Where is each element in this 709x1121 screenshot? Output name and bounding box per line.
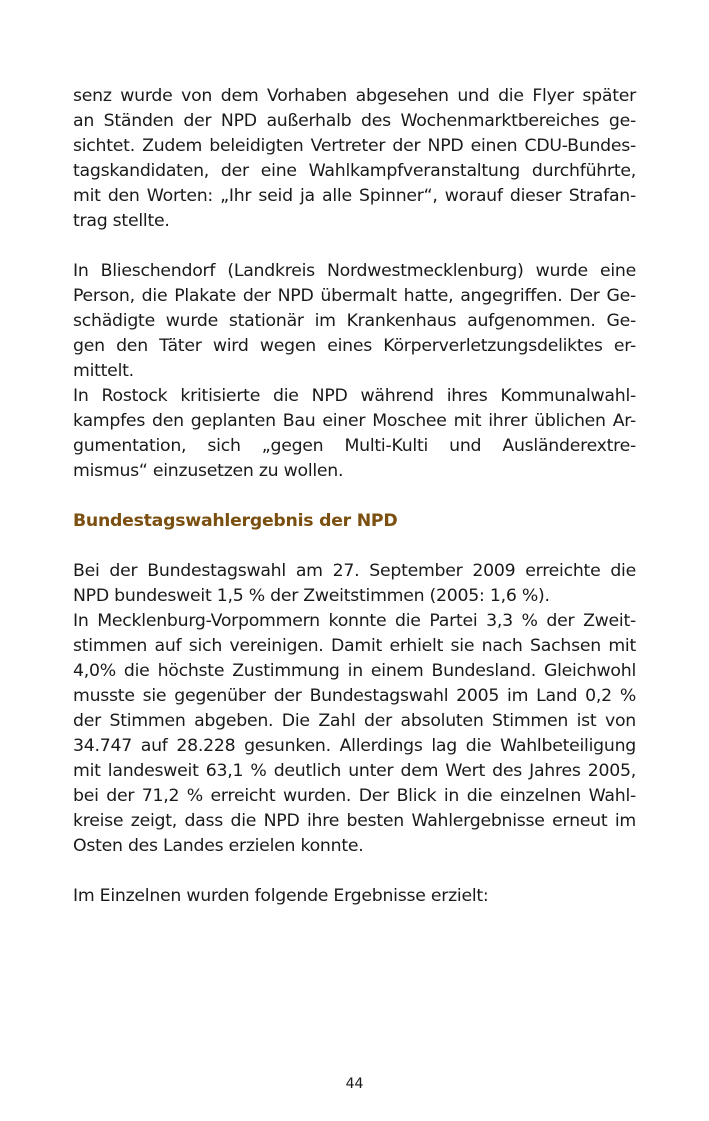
paragraph-federal-result bbox=[73, 559, 636, 609]
page-body bbox=[73, 84, 636, 909]
text-line: In Blieschendorf (Landkreis Nordwestmecklenburg) wurde eine bbox=[73, 261, 636, 281]
paragraph-blieschendorf bbox=[73, 259, 636, 384]
text-line: gumentation, sich „gegen Multi-Kulti und Ausländerextre- bbox=[73, 436, 636, 456]
text-line: mismus“ einzusetzen zu wollen. bbox=[73, 461, 344, 481]
text-line: senz wurde von dem Vorhaben abgesehen und die Flyer später bbox=[73, 86, 636, 106]
text-line: Person, die Plakate der NPD übermalt hatte, angegriffen. Der Ge- bbox=[73, 286, 636, 306]
text-line: trag stellte. bbox=[73, 211, 170, 231]
text-line: an Ständen der NPD außerhalb des Wochenmarktbereiches ge- bbox=[73, 111, 636, 131]
paragraph-spacer bbox=[73, 534, 636, 559]
text-line: sichtet. Zudem beleidigten Vertreter der NPD einen CDU-Bundes- bbox=[73, 136, 636, 156]
text-line: 4,0% die höchste Zustimmung in einem Bundesland. Gleichwohl bbox=[73, 661, 636, 681]
text-line: kampfes den geplanten Bau einer Moschee mit ihrer üblichen Ar- bbox=[73, 411, 636, 431]
paragraph-rostock bbox=[73, 384, 636, 484]
text-line: Im Einzelnen wurden folgende Ergebnisse erzielt: bbox=[73, 886, 489, 906]
text-line: tagskandidaten, der eine Wahlkampfveranstaltung durchführte, bbox=[73, 161, 636, 181]
text-line: NPD bundesweit 1,5 % der Zweitstimmen (2005: 1,6 %). bbox=[73, 586, 550, 606]
section-heading: Bundestagswahlergebnis der NPD bbox=[73, 511, 398, 531]
text-line: bei der 71,2 % erreicht wurden. Der Blick in die einzelnen Wahl- bbox=[73, 786, 636, 806]
text-line: 34.747 auf 28.228 gesunken. Allerdings lag die Wahlbeteiligung bbox=[73, 736, 636, 756]
text-line: mit landesweit 63,1 % deutlich unter dem Wert des Jahres 2005, bbox=[73, 761, 636, 781]
text-line: In Mecklenburg-Vorpommern konnte die Partei 3,3 % der Zweit- bbox=[73, 611, 636, 631]
page-number: 44 bbox=[345, 1076, 364, 1092]
text-line: Bei der Bundestagswahl am 27. September 2009 erreichte die bbox=[73, 561, 636, 581]
paragraph-results-intro bbox=[73, 884, 636, 909]
paragraph-spacer bbox=[73, 484, 636, 509]
text-line: der Stimmen abgeben. Die Zahl der absoluten Stimmen ist von bbox=[73, 711, 636, 731]
text-line: mit den Worten: „Ihr seid ja alle Spinner“, worauf dieser Strafan- bbox=[73, 186, 636, 206]
text-line: mittelt. bbox=[73, 361, 134, 381]
text-line: musste sie gegenüber der Bundestagswahl 2005 im Land 0,2 % bbox=[73, 686, 636, 706]
text-line: In Rostock kritisierte die NPD während ihres Kommunalwahl- bbox=[73, 386, 636, 406]
text-line: stimmen auf sich vereinigen. Damit erhielt sie nach Sachsen mit bbox=[73, 636, 636, 656]
paragraph-spacer bbox=[73, 234, 636, 259]
text-line: kreise zeigt, dass die NPD ihre besten Wahlergebnisse erneut im bbox=[73, 811, 636, 831]
paragraph-flyer-incident bbox=[73, 84, 636, 234]
paragraph-spacer bbox=[73, 859, 636, 884]
text-line: Osten des Landes erzielen konnte. bbox=[73, 836, 364, 856]
text-line: gen den Täter wird wegen eines Körperverletzungsdeliktes er- bbox=[73, 336, 636, 356]
text-line: schädigte wurde stationär im Krankenhaus aufgenommen. Ge- bbox=[73, 311, 636, 331]
paragraph-mv-result bbox=[73, 609, 636, 859]
